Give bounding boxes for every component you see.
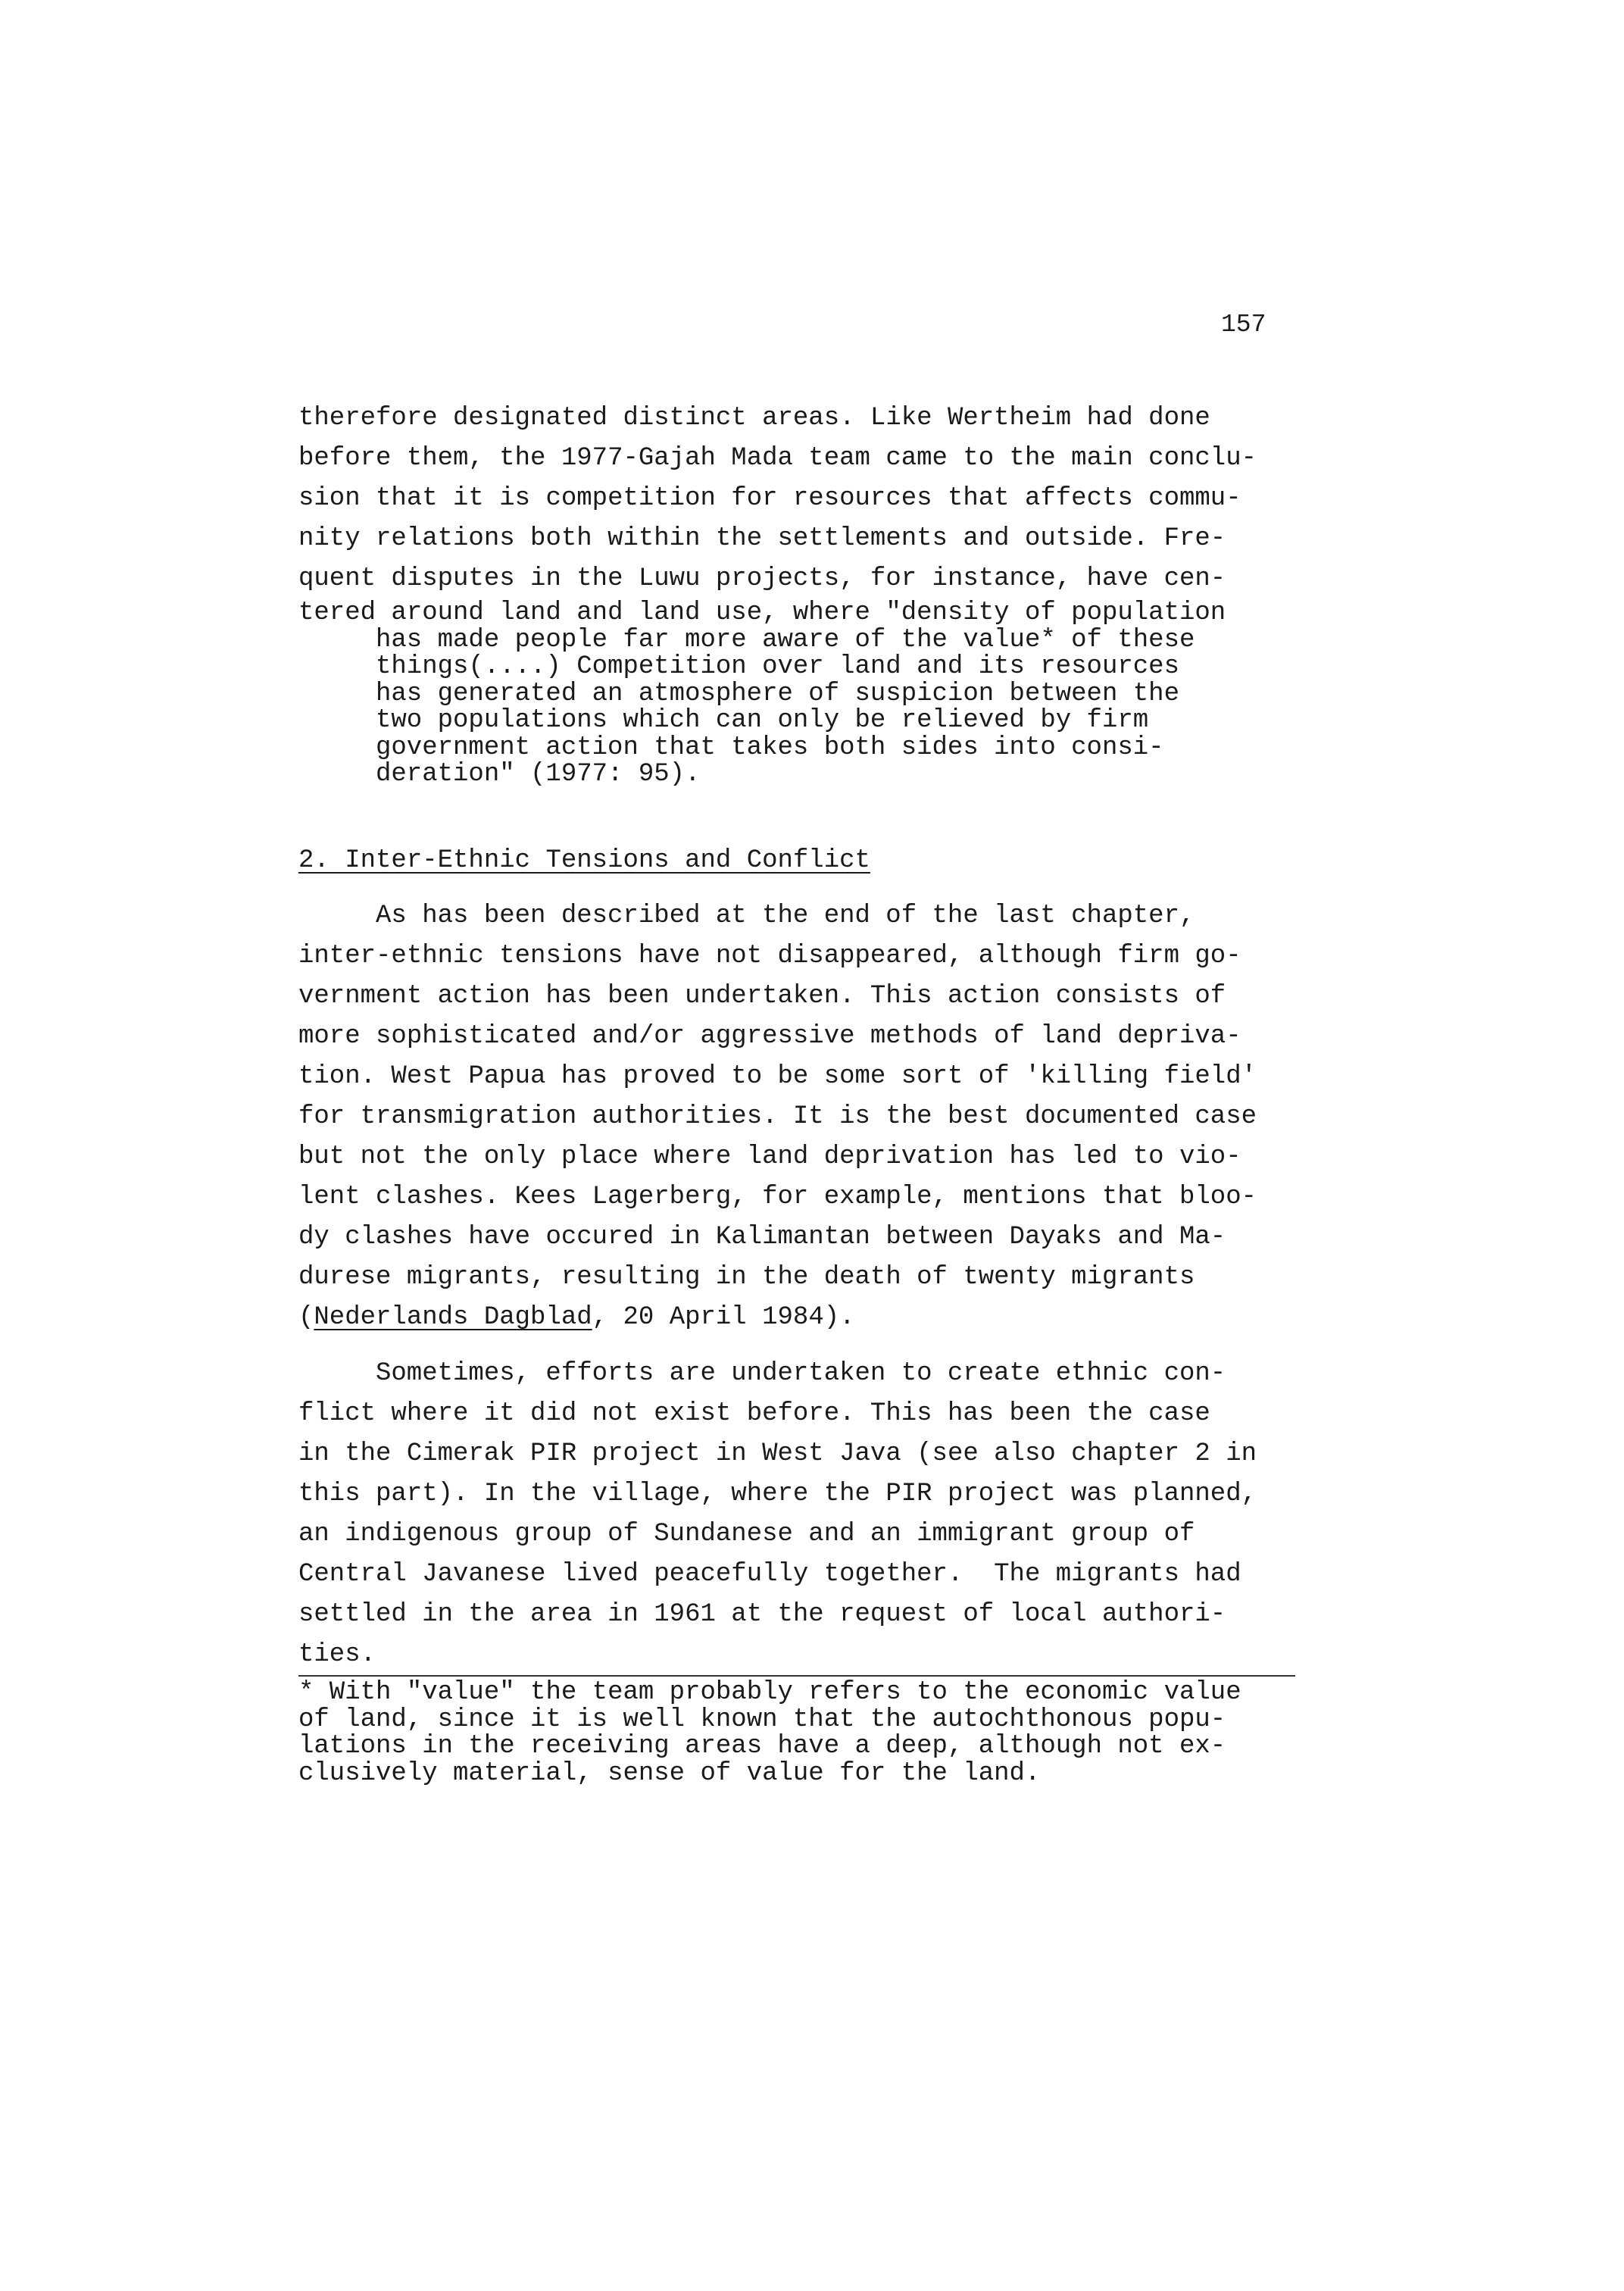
citation-date: , 20 April 1984). [592, 1303, 855, 1332]
text-line: Sometimes, efforts are undertaken to create ethnic con- [376, 1359, 1226, 1388]
text-line: quent disputes in the Luwu projects, for instance, have cen- [298, 564, 1226, 593]
quote-line: has generated an atmosphere of suspicion between the [376, 679, 1179, 708]
quote-line: things(....) Competition over land and its resources [376, 652, 1179, 681]
paragraph-3 [298, 1354, 1306, 1675]
quote-line: government action that takes both sides into consi- [376, 733, 1164, 762]
text-line: but not the only place where land deprivation has led to vio- [298, 1142, 1241, 1171]
text-line: therefore designated distinct areas. Like Wertheim had done [298, 404, 1210, 433]
text-line: in the Cimerak PIR project in West Java (see also chapter 2 in [298, 1439, 1257, 1468]
text-line: dy clashes have occured in Kalimantan between Dayaks and Ma- [298, 1223, 1226, 1252]
text-line: before them, the 1977-Gajah Mada team came to the main conclu- [298, 444, 1257, 473]
page-number: 157 [1221, 311, 1266, 339]
footnote-line: clusively material, sense of value for the land. [298, 1758, 1041, 1788]
quote-line: has made people far more aware of the value* of these [376, 625, 1195, 655]
text-line: Central Javanese lived peacefully together. The migrants had [298, 1560, 1241, 1589]
footnote-line: * With "value" the team probably refers to the economic value [298, 1678, 1241, 1707]
section-heading [298, 841, 1306, 881]
footnote [298, 1680, 1306, 1787]
text-line: more sophisticated and/or aggressive methods of land depriva- [298, 1022, 1241, 1051]
footnote-line: lations in the receiving areas have a deep, although not ex- [298, 1732, 1226, 1761]
text-line: settled in the area in 1961 at the request of local authori- [298, 1600, 1226, 1629]
text-line: durese migrants, resulting in the death of twenty migrants [298, 1263, 1195, 1292]
text-line: lent clashes. Kees Lagerberg, for example, mentions that bloo- [298, 1183, 1257, 1211]
text-line: an indigenous group of Sundanese and an immigrant group of [298, 1520, 1195, 1549]
text-line: flict where it did not exist before. This has been the case [298, 1399, 1210, 1428]
quote-line: deration" (1977: 95). [376, 760, 701, 789]
text-line: nity relations both within the settlements and outside. Fre- [298, 524, 1226, 553]
citation-line: (Nederlands Dagblad, 20 April 1984). [298, 1303, 855, 1332]
text-line: tion. West Papua has proved to be some sort of 'killing field' [298, 1062, 1257, 1091]
text-line: this part). In the village, where the PIR project was planned, [298, 1480, 1257, 1508]
block-quote [298, 600, 1306, 789]
text-line: for transmigration authorities. It is the best documented case [298, 1102, 1257, 1131]
text-line: vernment action has been undertaken. This action consists of [298, 982, 1226, 1011]
quote-line: two populations which can only be relieved by firm [376, 706, 1149, 735]
text-line: ties. [298, 1640, 376, 1669]
paragraph-2 [298, 896, 1306, 1338]
paragraph-1 [298, 399, 1306, 599]
footnote-divider [298, 1675, 1295, 1677]
citation-source: Nederlands Dagblad [314, 1303, 592, 1332]
footnote-line: of land, since it is well known that the autochthonous popu- [298, 1705, 1226, 1734]
text-line: inter-ethnic tensions have not disappeared, although firm go- [298, 942, 1241, 970]
text-line: sion that it is competition for resources that affects commu- [298, 484, 1241, 513]
quote-lead-line: tered around land and land use, where "density of population [298, 599, 1226, 627]
text-line: As has been described at the end of the last chapter, [376, 902, 1195, 930]
section-heading-text: 2. Inter-Ethnic Tensions and Conflict [298, 846, 870, 875]
